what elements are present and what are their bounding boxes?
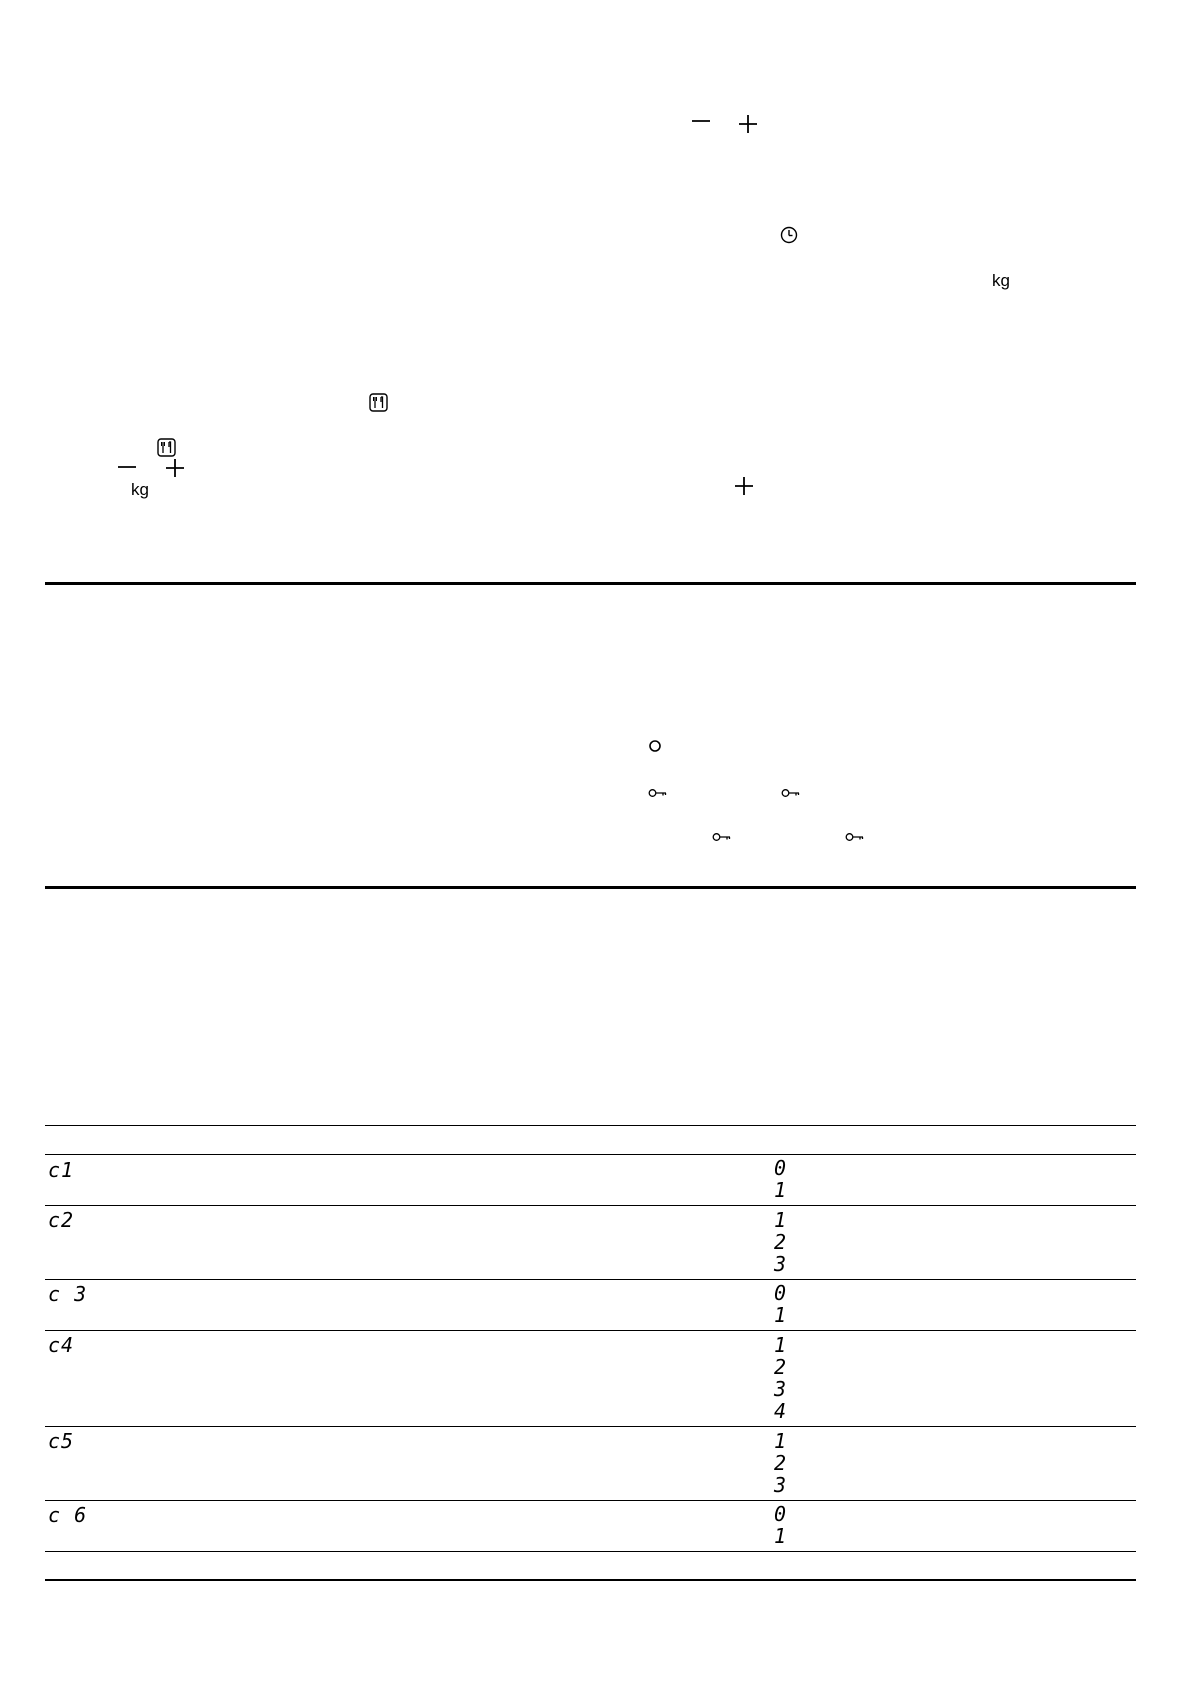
table-row-rule — [45, 1500, 1136, 1501]
minus-icon — [116, 461, 138, 473]
setting-values — [774, 1282, 804, 1326]
setting-value: 1 — [774, 1429, 788, 1453]
setting-code: c 6 — [48, 1503, 88, 1527]
table-row-rule — [45, 1279, 1136, 1280]
setting-value: 1 — [774, 1524, 788, 1548]
setting-value: 2 — [774, 1355, 788, 1379]
cutlery-icon — [157, 438, 176, 457]
key-icon — [712, 831, 732, 843]
setting-values — [774, 1430, 804, 1496]
setting-code: c1 — [48, 1158, 75, 1182]
cutlery-icon — [369, 393, 388, 412]
table-bottom-rule — [45, 1579, 1136, 1581]
plus-icon — [734, 476, 754, 496]
table-row-rule — [45, 1426, 1136, 1427]
kg-unit-label: kg — [992, 271, 1010, 290]
setting-values — [774, 1209, 804, 1275]
setting-value: 0 — [774, 1281, 788, 1305]
key-icon — [648, 787, 668, 799]
setting-value: 2 — [774, 1451, 788, 1475]
setting-value: 0 — [774, 1502, 788, 1526]
table-top-rule — [45, 1125, 1136, 1126]
setting-value: 1 — [774, 1208, 788, 1232]
setting-value: 2 — [774, 1230, 788, 1254]
setting-value: 3 — [774, 1377, 788, 1401]
setting-value: 0 — [774, 1156, 788, 1180]
setting-value: 3 — [774, 1252, 788, 1276]
setting-values — [774, 1503, 804, 1547]
table-row-rule — [45, 1330, 1136, 1331]
setting-code: c 3 — [48, 1282, 88, 1306]
minus-icon — [690, 115, 712, 127]
setting-code: c5 — [48, 1429, 75, 1453]
plus-icon — [165, 458, 185, 478]
table-row-rule — [45, 1551, 1136, 1552]
table-row-rule — [45, 1205, 1136, 1206]
setting-value: 1 — [774, 1333, 788, 1357]
setting-code: c2 — [48, 1208, 75, 1232]
setting-value: 3 — [774, 1473, 788, 1497]
circle-icon — [648, 739, 662, 753]
key-icon — [781, 787, 801, 799]
setting-value: 1 — [774, 1178, 788, 1202]
key-icon — [845, 831, 865, 843]
section-divider — [45, 886, 1136, 889]
setting-value: 1 — [774, 1303, 788, 1327]
section-divider — [45, 582, 1136, 585]
setting-value: 4 — [774, 1399, 788, 1423]
setting-values — [774, 1157, 804, 1201]
setting-values — [774, 1334, 804, 1422]
setting-code: c4 — [48, 1333, 75, 1357]
kg-unit-label: kg — [131, 480, 149, 499]
clock-icon — [780, 226, 798, 244]
table-header-rule — [45, 1154, 1136, 1155]
plus-icon — [738, 114, 758, 134]
